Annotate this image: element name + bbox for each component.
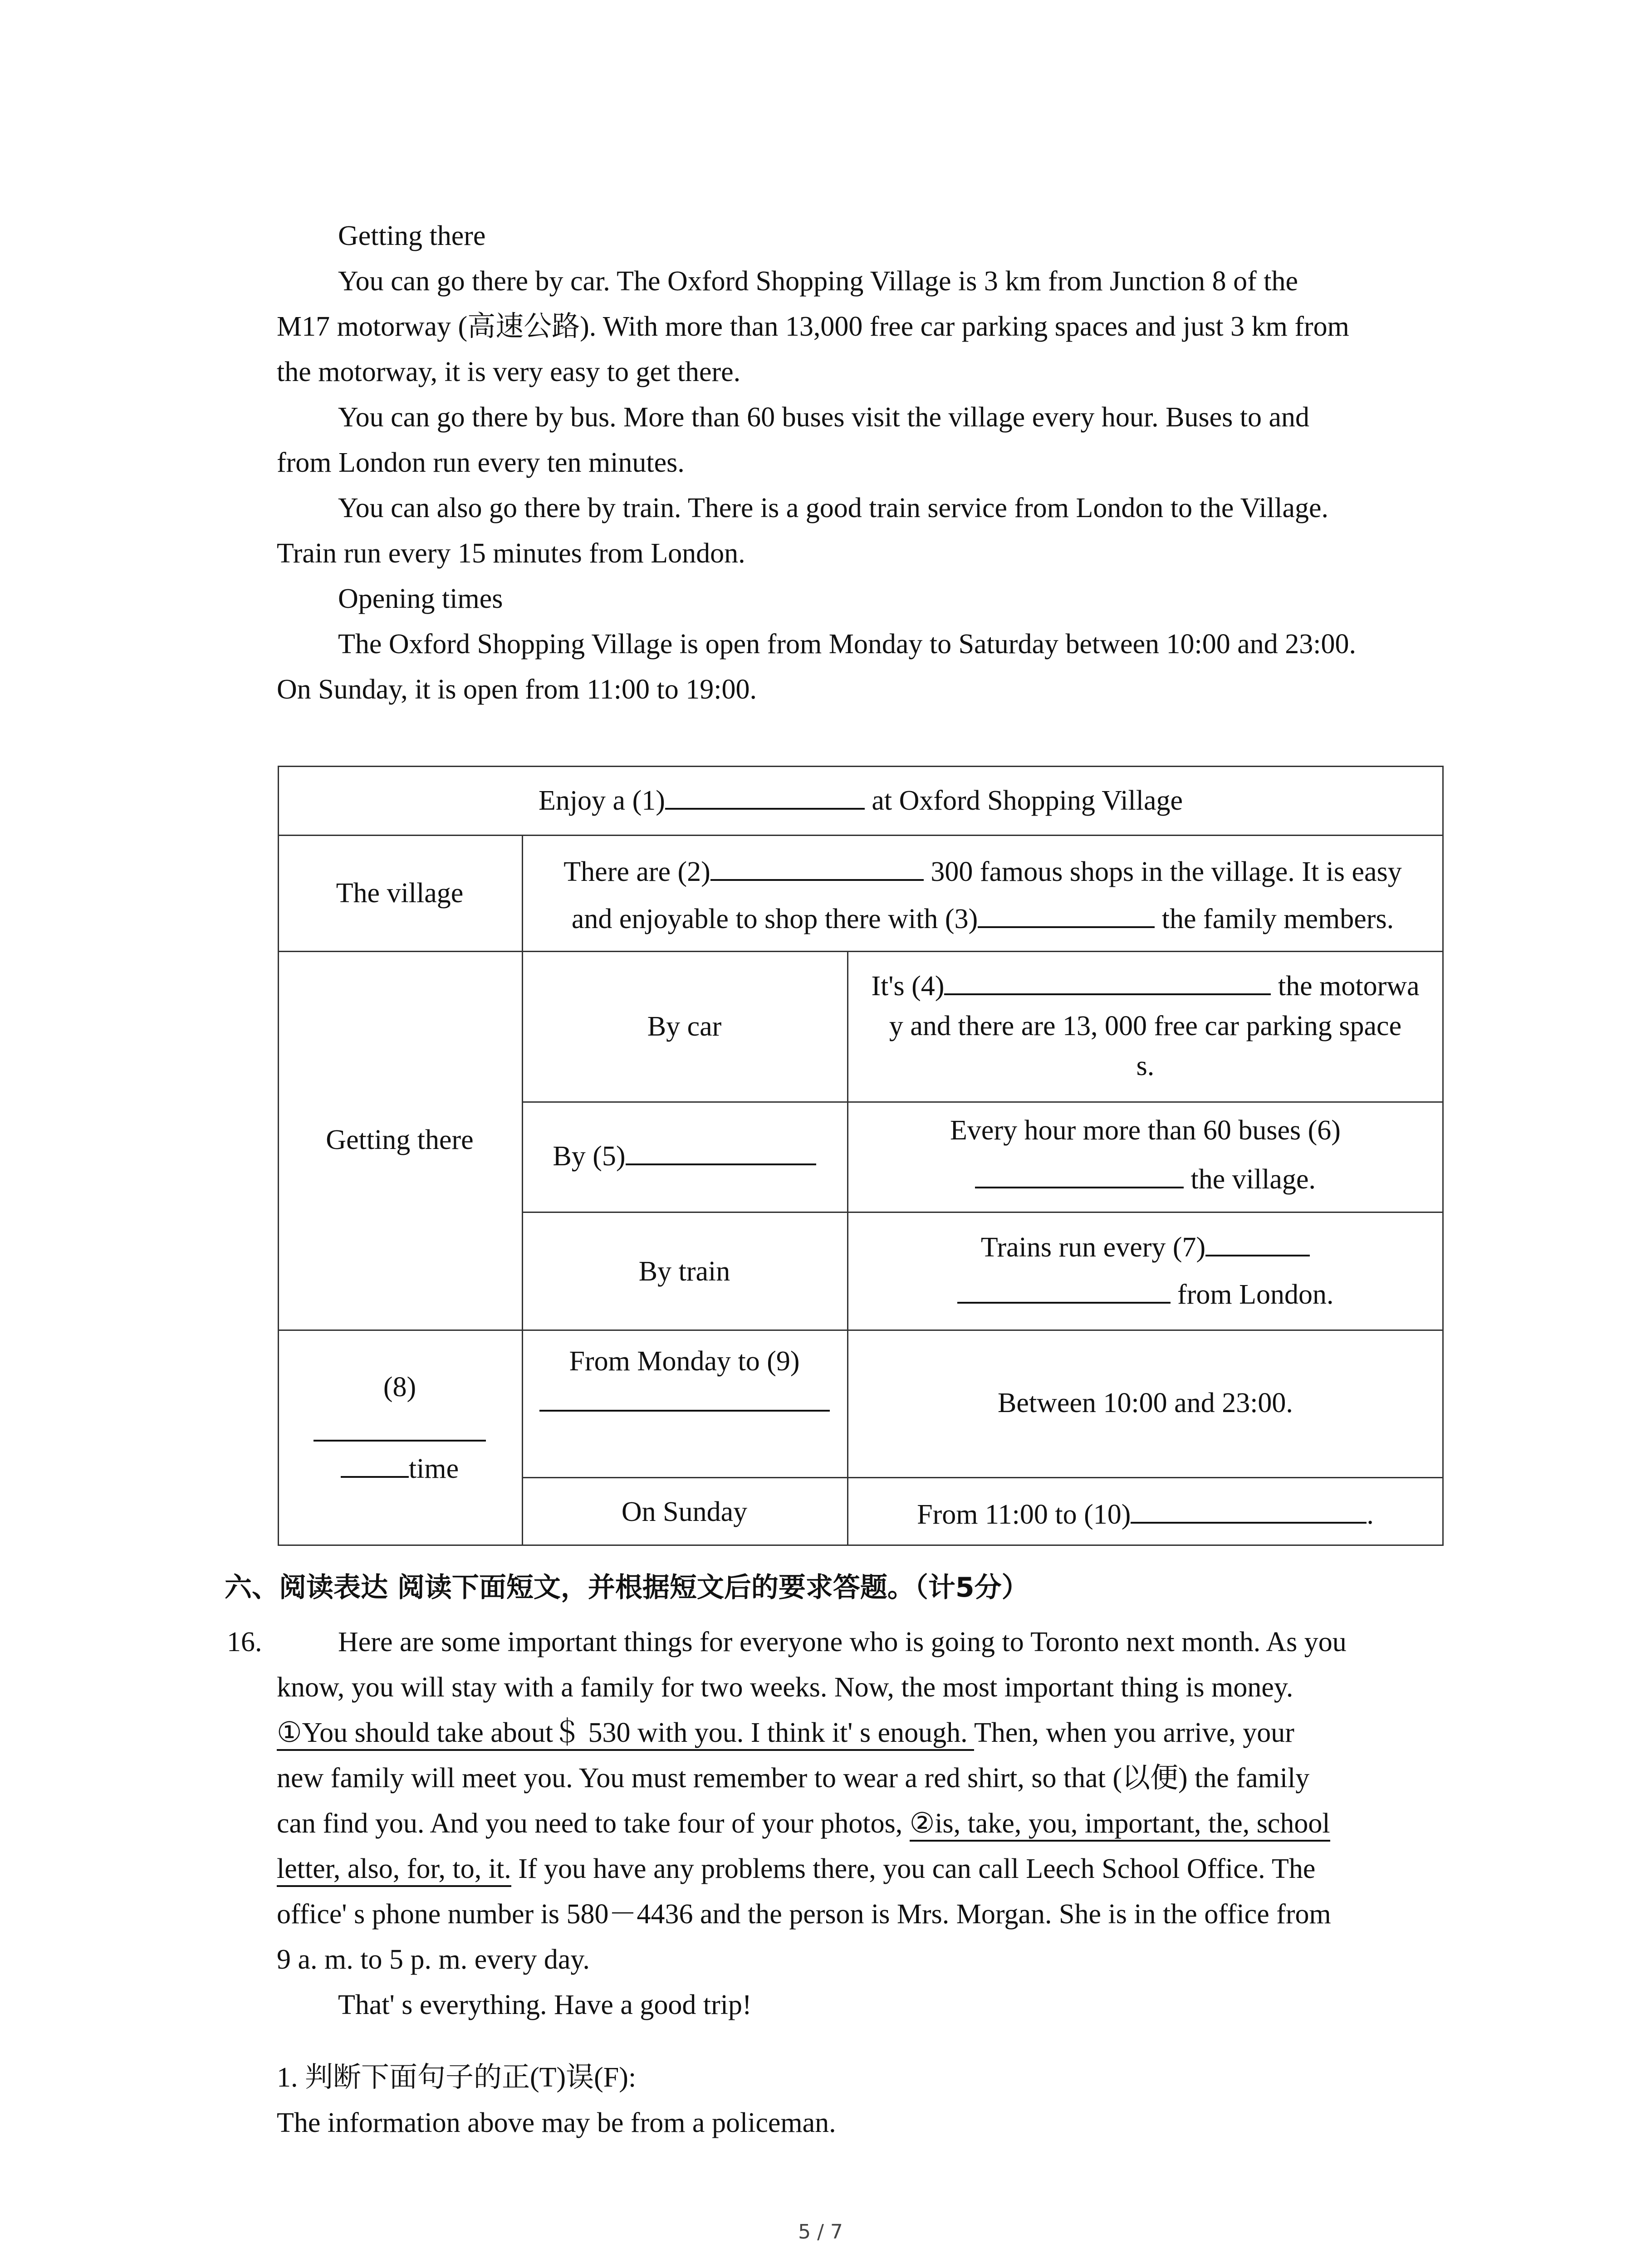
- reading-line-9: That' s everything. Have a good trip!: [338, 1989, 752, 2020]
- bus-description: Every hour more than 60 buses (6) the village.: [950, 1115, 1341, 1195]
- reading-line-8: 9 a. m. to 5 p. m. every day.: [277, 1944, 590, 1975]
- reading-line-5: can find you. And you need to take four of your photos, ②is, take, you, important, the, school: [277, 1801, 1438, 1846]
- question-1-prompt: 1. 判断下面句子的正(T)误(F):: [277, 2062, 637, 2093]
- passage-open-line-1: The Oxford Shopping Village is open from Monday to Saturday between 10:00 and 23:00.: [338, 629, 1356, 660]
- reading-line-6: letter, also, for, to, it. If you have any problems there, you can call Leech School Office. The: [277, 1846, 1438, 1892]
- reading-line-3: ①You should take about＄ 530 with you. I think it' s enough. Then, when you arrive, your: [277, 1710, 1438, 1755]
- passage-train-line-1: You can also go there by train. There is a good train service from London to the Village.: [338, 493, 1328, 523]
- underlined-sentence-2-part-2: letter, also, for, to, it.: [277, 1853, 511, 1887]
- village-line-2: and enjoyable to shop there with (3) the family members.: [522, 898, 1444, 939]
- between-times: Between 10:00 and 23:00.: [998, 1388, 1293, 1418]
- underlined-sentence-1: ①You should take about＄ 530 with you. I think it' s enough.: [277, 1717, 974, 1751]
- by-5-label: By (5): [522, 1135, 847, 1177]
- by-train-label: By train: [638, 1256, 730, 1287]
- car-description: It's (4) the motorwa y and there are 13, 000 free car parking space s.: [847, 965, 1444, 1086]
- table-title: Enjoy a (1) at Oxford Shopping Village: [278, 780, 1444, 821]
- page-number: 5 / 7: [798, 2220, 843, 2244]
- getting-there-label: Getting there: [326, 1124, 474, 1155]
- on-sunday-label: On Sunday: [621, 1496, 748, 1527]
- reading-line-7: office' s phone number is 580－4436 and the person is Mrs. Morgan. She is in the office from: [277, 1899, 1331, 1930]
- underlined-sentence-2-part-1: ②is, take, you, important, the, school: [910, 1808, 1330, 1842]
- reading-line-2: know, you will stay with a family for two weeks. Now, the most important thing is money.: [277, 1672, 1293, 1703]
- passage-car-line-3: the motorway, it is very easy to get there.: [277, 357, 741, 387]
- village-line-1: There are (2) 300 famous shops in the village. It is easy: [522, 851, 1444, 892]
- fill-in-table: [278, 766, 1444, 1546]
- heading-getting-there: Getting there: [338, 220, 486, 251]
- question-number: 16.: [227, 1627, 262, 1657]
- reading-line-1: Here are some important things for everyone who is going to Toronto next month. As you: [338, 1627, 1347, 1657]
- by-car-label: By car: [647, 1011, 722, 1042]
- passage-car-line-1: You can go there by car. The Oxford Shopping Village is 3 km from Junction 8 of the: [338, 266, 1298, 297]
- village-label: The village: [336, 878, 464, 909]
- row-8-label: (8) time: [278, 1364, 522, 1491]
- passage-open-line-2: On Sunday, it is open from 11:00 to 19:00.: [277, 674, 757, 705]
- reading-line-4: new family will meet you. You must remember to wear a red shirt, so that (以便) the family: [277, 1763, 1310, 1794]
- passage-bus-line-2: from London run every ten minutes.: [277, 447, 685, 478]
- passage-train-line-2: Train run every 15 minutes from London.: [277, 538, 745, 569]
- train-description: Trains run every (7) from London.: [847, 1224, 1444, 1318]
- heading-opening-times: Opening times: [338, 583, 503, 614]
- monday-to-9: From Monday to (9): [522, 1341, 847, 1418]
- passage-bus-line-1: You can go there by bus. More than 60 buses visit the village every hour. Buses to and: [338, 402, 1309, 433]
- passage-car-line-2: M17 motorway (高速公路). With more than 13,000 free car parking spaces and just 3 km from: [277, 311, 1349, 342]
- section-6-title: 六、阅读表达 阅读下面短文，并根据短文后的要求答题。（计5分）: [225, 1572, 1029, 1603]
- question-1-sentence: The information above may be from a policeman.: [277, 2107, 836, 2138]
- from-11-to-10: From 11:00 to (10) .: [847, 1494, 1444, 1535]
